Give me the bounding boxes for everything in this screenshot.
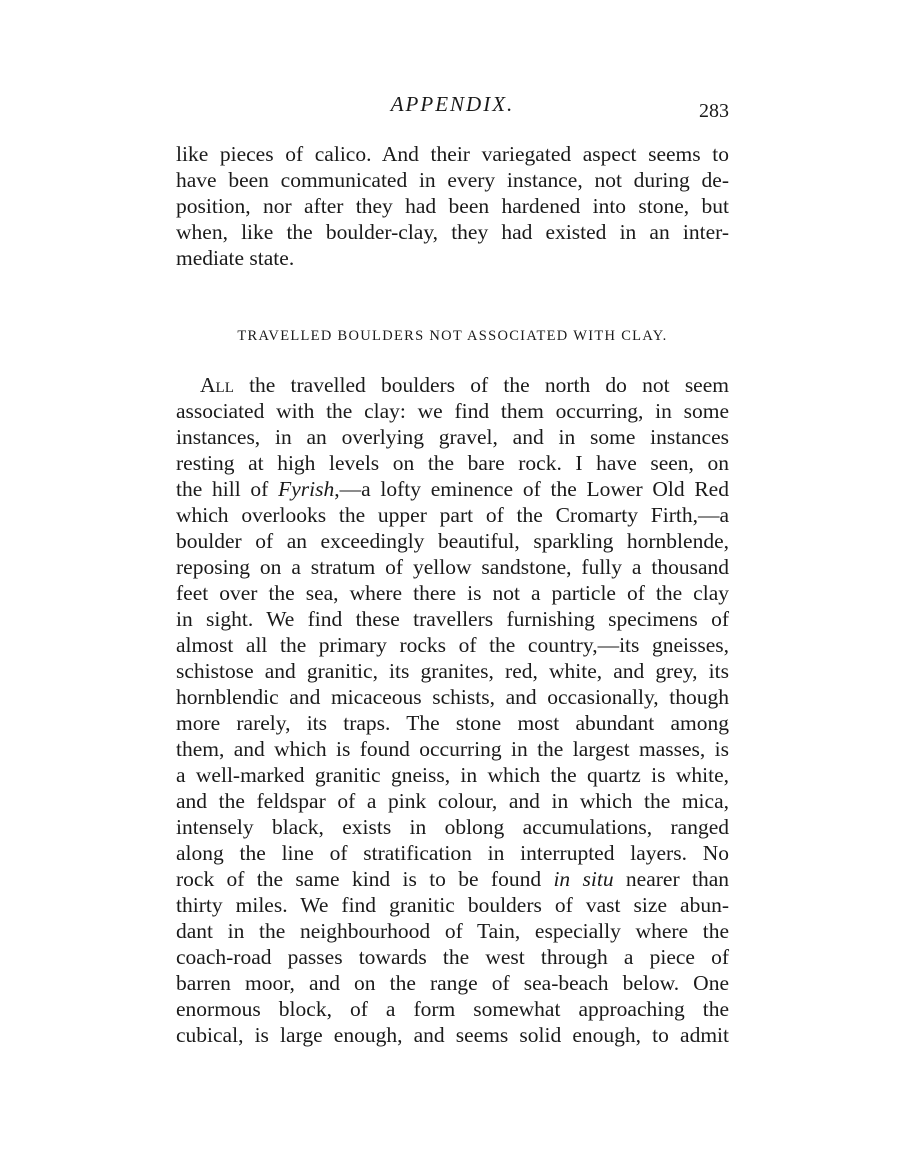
text-run: cubical, is large enough, and seems solid enough, to admit [176, 1023, 729, 1047]
text-line: have been communicated in every instance, not during de- [176, 168, 729, 192]
page-number: 283 [699, 100, 729, 122]
text-line: like pieces of calico. And their variegated aspect seems to [176, 142, 729, 166]
text-line [176, 996, 729, 1022]
text-run: in sight. We find these travellers furnishing specimens of [176, 607, 729, 631]
text-line [176, 944, 729, 970]
text-line: mediate state. [176, 246, 295, 270]
text-run: almost all the primary rocks of the country,—its gneisses, [176, 633, 729, 657]
text-line [176, 424, 729, 450]
text-run: more rarely, its traps. The stone most abundant among [176, 711, 729, 735]
page-header [176, 92, 729, 122]
text-line [176, 632, 729, 658]
text-line: position, nor after they had been hardened into stone, but [176, 194, 729, 218]
text-line [176, 814, 729, 840]
text-line [176, 554, 729, 580]
text-run: thirty miles. We find granitic boulders of vast size abun- [176, 893, 729, 917]
text-line [176, 762, 729, 788]
text-run: instances, in an overlying gravel, and in some instances [176, 425, 729, 449]
text-run: the travelled boulders of the north do not seem [233, 373, 729, 397]
text-line [176, 684, 729, 710]
text-line [176, 866, 729, 892]
text-run: and the feldspar of a pink colour, and in which the mica, [176, 789, 729, 813]
text-line [176, 606, 729, 632]
text-line [176, 840, 729, 866]
text-run: reposing on a stratum of yellow sandstone, fully a thousand [176, 555, 729, 579]
text-run: schistose and granitic, its granites, red, white, and grey, its [176, 659, 729, 683]
text-run: which overlooks the upper part of the Cromarty Firth,—a [176, 503, 729, 527]
text-run: feet over the sea, where there is not a particle of the clay [176, 581, 729, 605]
text-line [176, 502, 729, 528]
text-line [176, 736, 729, 762]
small-caps-text: All [200, 373, 234, 397]
text-run: enormous block, of a form somewhat approaching the [176, 997, 729, 1021]
text-line [176, 788, 729, 814]
book-page [176, 0, 729, 1150]
text-line [176, 580, 729, 606]
text-line [176, 372, 729, 398]
text-line [176, 398, 729, 424]
text-run: them, and which is found occurring in the largest masses, is [176, 737, 729, 761]
text-run: barren moor, and on the range of sea-beach below. One [176, 971, 729, 995]
text-run: ,—a lofty eminence of the Lower Old Red [334, 477, 729, 501]
text-run: resting at high levels on the bare rock. I have seen, on [176, 451, 729, 475]
text-run: nearer than [613, 867, 729, 891]
text-run: the hill of [176, 477, 279, 501]
text-run: rock of the same kind is to be found [176, 867, 554, 891]
paragraph-continued [176, 141, 729, 271]
text-run: coach-road passes towards the west through a piece of [176, 945, 729, 969]
text-run: associated with the clay: we find them occurring, in some [176, 399, 729, 423]
text-run: boulder of an exceedingly beautiful, sparkling hornblende, [176, 529, 729, 553]
text-run: along the line of stratification in interrupted layers. No [176, 841, 729, 865]
text-line [176, 476, 729, 502]
text-line [176, 450, 729, 476]
text-run: dant in the neighbourhood of Tain, especially where the [176, 919, 729, 943]
section-heading: TRAVELLED BOULDERS NOT ASSOCIATED WITH CLAY. [237, 328, 668, 344]
text-line: when, like the boulder-clay, they had existed in an inter- [176, 220, 729, 244]
text-line [176, 528, 729, 554]
text-line [176, 658, 729, 684]
paragraph-travelled-boulders [176, 372, 729, 1048]
text-line [176, 710, 729, 736]
text-line [176, 892, 729, 918]
text-run: intensely black, exists in oblong accumulations, ranged [176, 815, 729, 839]
italic-text: in situ [553, 867, 614, 891]
italic-text: Fyrish [278, 477, 335, 501]
text-run: hornblendic and micaceous schists, and occasionally, though [176, 685, 729, 709]
text-line [176, 1022, 729, 1048]
text-run: a well-marked granitic gneiss, in which the quartz is white, [176, 763, 729, 787]
running-head: APPENDIX. [390, 92, 515, 116]
text-line [176, 918, 729, 944]
text-line [176, 970, 729, 996]
